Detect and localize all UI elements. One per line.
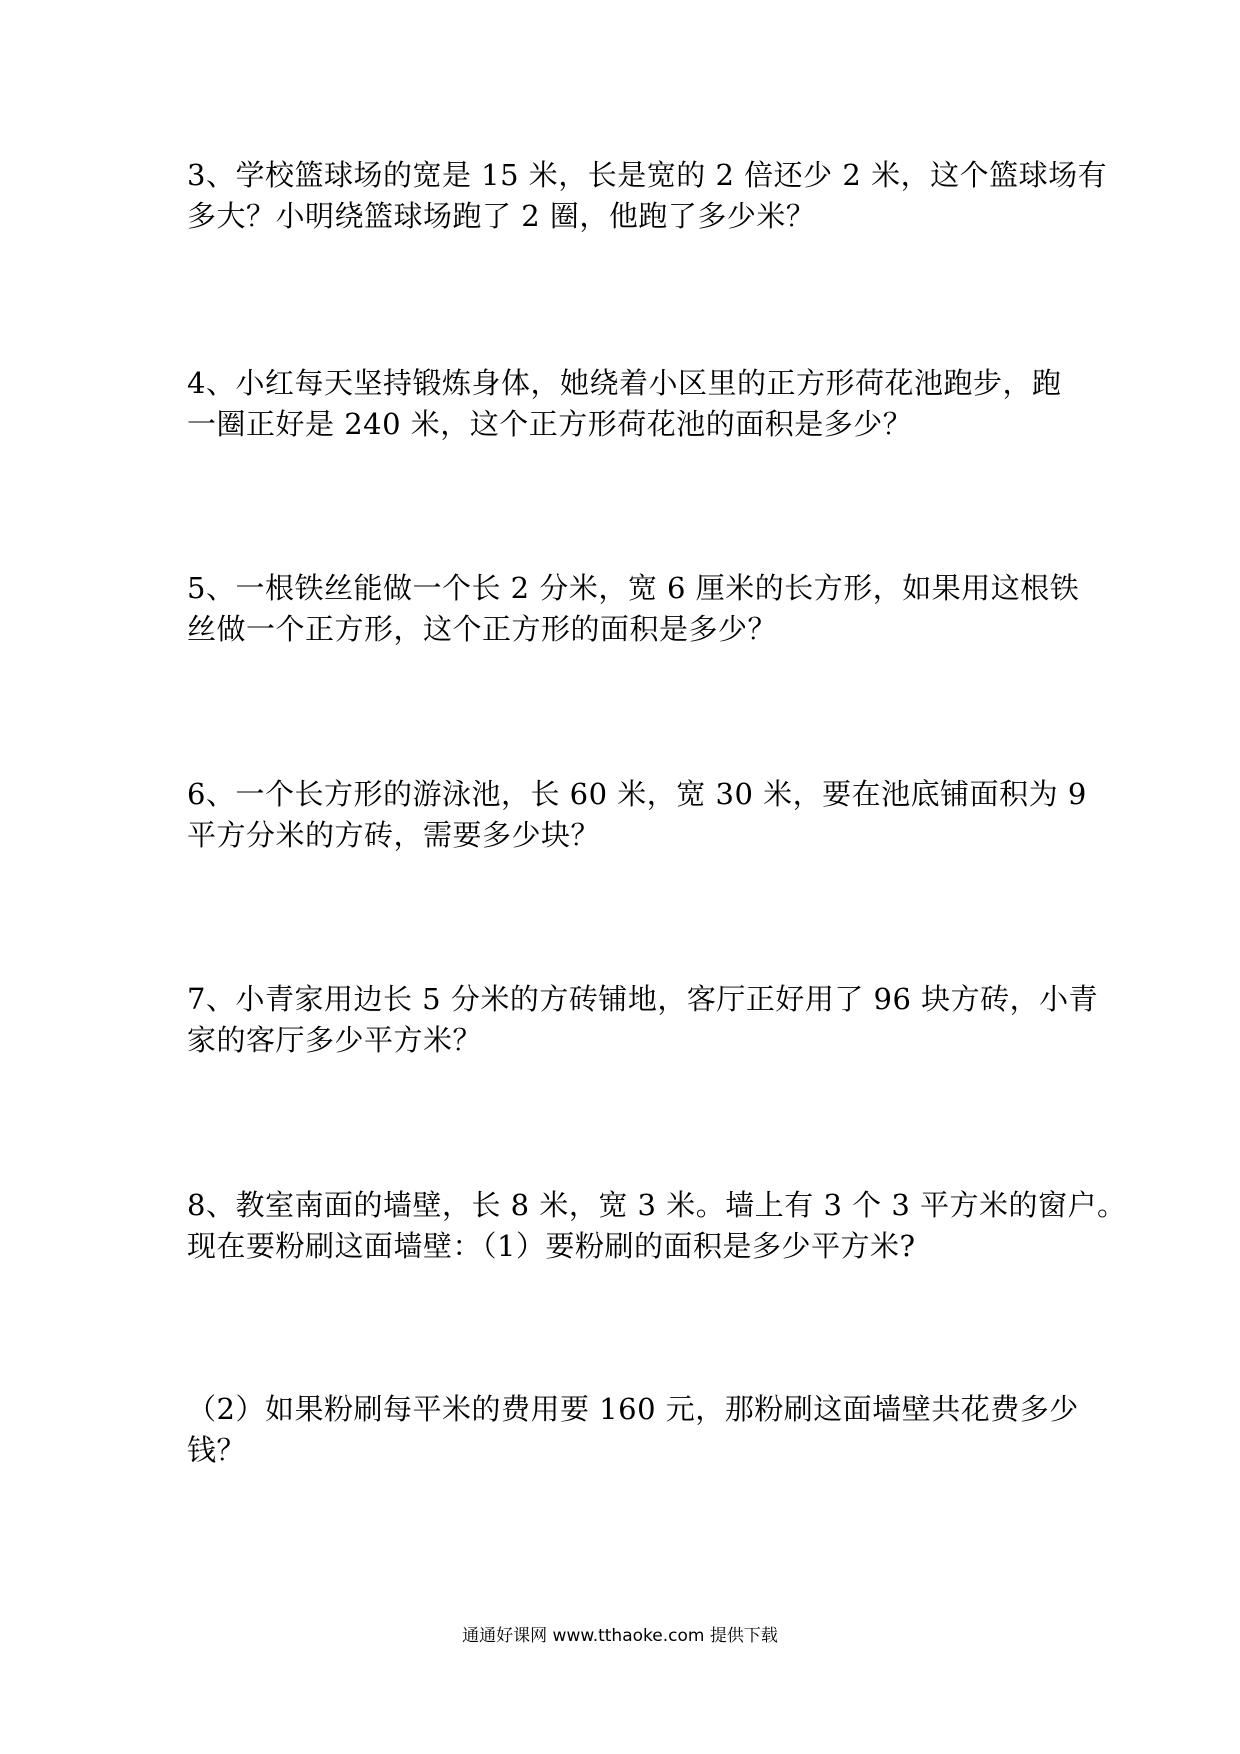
problem-7	[187, 979, 1099, 1061]
problem-5-line-2: 丝做一个正方形，这个正方形的面积是多少？	[187, 612, 778, 646]
problem-3-line-1: 3、学校篮球场的宽是 15 米，长是宽的 2 倍还少 2 米，这个篮球场有	[187, 158, 1108, 192]
problem-4	[187, 363, 1067, 445]
problem-6	[187, 774, 1087, 856]
problem-8-line-1: 8、教室南面的墙壁，长 8 米，宽 3 米。墙上有 3 个 3 平方米的窗户。	[187, 1188, 1127, 1222]
problem-6-line-2: 平方分米的方砖，需要多少块？	[187, 818, 601, 852]
problem-3	[187, 155, 1108, 237]
problem-5-line-1: 5、一根铁丝能做一个长 2 分米，宽 6 厘米的长方形，如果用这根铁	[187, 571, 1080, 605]
problem-8-part-2-line-1: （2）如果粉刷每平米的费用要 160 元，那粉刷这面墙壁共花费多少	[187, 1392, 1079, 1426]
problem-7-line-1: 7、小青家用边长 5 分米的方砖铺地，客厅正好用了 96 块方砖，小青	[187, 982, 1099, 1016]
problem-8-part-2	[187, 1389, 1079, 1471]
problem-8-line-2: 现在要粉刷这面墙壁：（1）要粉刷的面积是多少平方米?	[187, 1229, 916, 1263]
problem-4-line-2: 一圈正好是 240 米，这个正方形荷花池的面积是多少？	[187, 407, 913, 441]
problem-8-part-2-line-2: 钱？	[187, 1433, 247, 1467]
problem-3-line-2: 多大？小明绕篮球场跑了 2 圈，他跑了多少米？	[187, 199, 816, 233]
problem-4-line-1: 4、小红每天坚持锻炼身体，她绕着小区里的正方形荷花池跑步，跑	[187, 366, 1062, 400]
problem-6-line-1: 6、一个长方形的游泳池，长 60 米，宽 30 米，要在池底铺面积为 9	[187, 777, 1087, 811]
problem-8	[187, 1185, 1127, 1267]
footer-source-note: 通通好课网 www.tthaoke.com 提供下载	[462, 1626, 778, 1646]
problem-7-line-2: 家的客厅多少平方米？	[187, 1023, 483, 1057]
problem-5	[187, 568, 1080, 650]
